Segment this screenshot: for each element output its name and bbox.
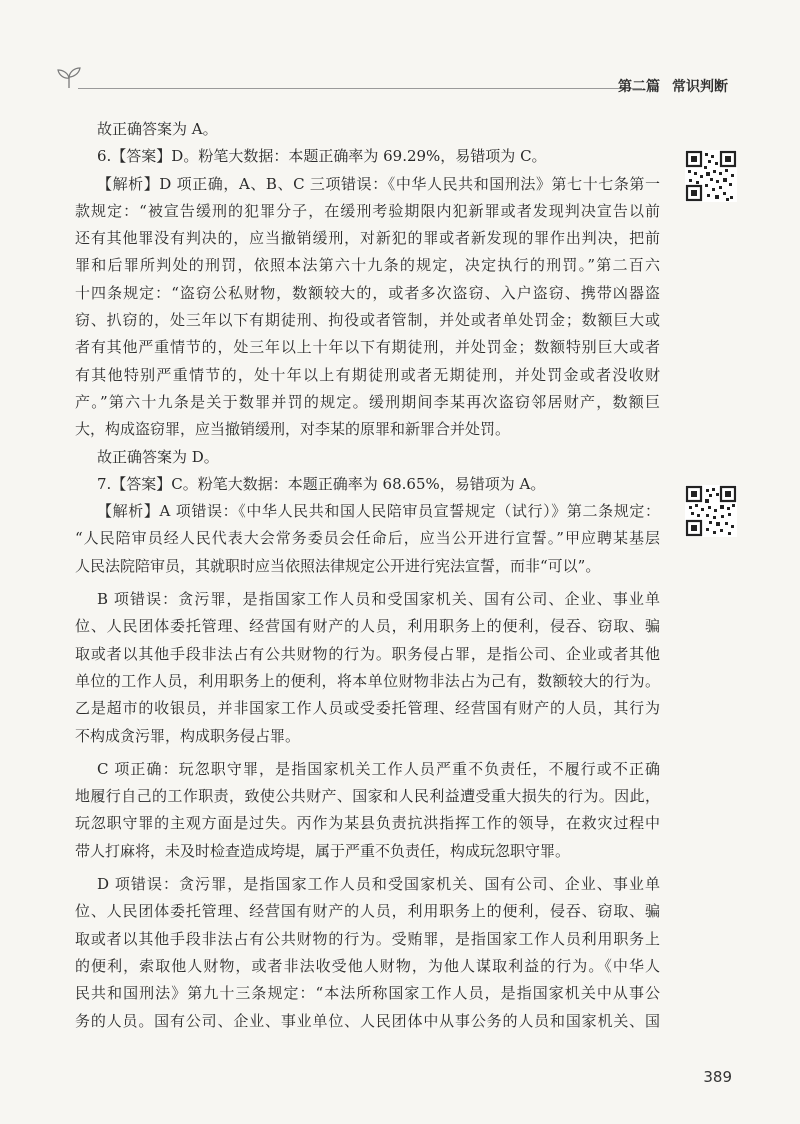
text-line: 民共和国刑法》第九十三条规定：“本法所称国家工作人员，是指国家机关中从事公 [75, 984, 660, 1003]
qr-code-question-7[interactable] [685, 485, 737, 537]
text-line: 产。”第六十九条是关于数罪并罚的规定。缓刑期间李某再次盗窃邻居财产，数额巨 [75, 392, 660, 411]
text-line: 不构成贪污罪，构成职务侵占罪。 [75, 726, 301, 745]
text-line: “人民陪审员经人民代表大会常务委员会任命后，应当公开进行宣誓。”甲应聘某基层 [75, 529, 660, 548]
text-line: 玩忽职守罪的主观方面是过失。丙作为某县负责抗洪指挥工作的领导，在救灾过程中 [75, 814, 660, 833]
answer-line: 7.【答案】C。粉笔大数据：本题正确率为 68.65%，易错项为 A。 [97, 474, 546, 493]
running-header [618, 76, 728, 96]
text-line: 单位的工作人员，利用职务上的便利，将本单位财物非法占为己有，数额较大的行为。 [75, 671, 660, 690]
qr-code-icon [685, 150, 737, 202]
text-line: 故正确答案为 D。 [97, 447, 219, 466]
text-line: 十四条规定：“盗窃公私财物，数额较大的，或者多次盗窃、入户盗窃、携带凶器盗 [75, 283, 660, 302]
text-line: 位、人民团体委托管理、经营国有财产的人员，利用职务上的便利，侵吞、窃取、骗 [75, 617, 660, 636]
header-rule [78, 88, 642, 89]
page-header [0, 0, 800, 110]
text-line: 故正确答案为 A。 [97, 120, 218, 138]
text-line: 窃、扒窃的，处三年以下有期徒刑、拘役或者管制，并处或者单处罚金；数额巨大或 [75, 311, 660, 330]
text-line: 带人打麻将，未及时检查造成垮堤，属于严重不负责任，构成玩忽职守罪。 [75, 841, 571, 860]
text-line: 人民法院陪审员，其就职时应当依照法律规定公开进行宪法宣誓，而非“可以”。 [75, 556, 601, 575]
sprout-icon [56, 64, 82, 90]
text-line: 者有其他严重情节的，处三年以上十年以下有期徒刑，并处罚金；数额特别巨大或者 [75, 338, 660, 357]
text-line: 还有其他罪没有判决的，应当撤销缓刑，对新犯的罪或者新发现的罪作出判决，把前 [75, 229, 660, 248]
text-line: 位、人民团体委托管理、经营国有财产的人员，利用职务上的便利，侵吞、窃取、骗 [75, 902, 660, 921]
text-line: B 项错误：贪污罪，是指国家工作人员和受国家机关、国有公司、企业、事业单 [97, 590, 660, 609]
text-line: C 项正确：玩忽职守罪，是指国家机关工作人员严重不负责任，不履行或不正确 [97, 759, 660, 778]
analysis-line: 【解析】D 项正确，A、B、C 三项错误：《中华人民共和国刑法》第七十七条第一 [97, 174, 660, 193]
page-number: 389 [703, 1068, 732, 1086]
text-line: 务的人员。国有公司、企业、事业单位、人民团体中从事公务的人员和国家机关、国 [75, 1011, 660, 1030]
section-title: 常识判断 [672, 79, 728, 95]
text-line: 乙是超市的收银员，并非国家工作人员或受委托管理、经营国有财产的人员，其行为 [75, 699, 660, 718]
text-line: 地履行自己的工作职责，致使公共财产、国家和人民利益遭受重大损失的行为。因此， [75, 787, 660, 806]
qr-code-question-6[interactable] [685, 150, 737, 202]
analysis-line: 【解析】A 项错误：《中华人民共和国人民陪审员宣誓规定（试行）》第二条规定： [97, 502, 660, 521]
text-line: D 项错误：贪污罪，是指国家工作人员和受国家机关、国有公司、企业、事业单 [97, 875, 660, 894]
text-line: 罪和后罪所判处的刑罚，依照本法第六十九条的规定，决定执行的刑罚。”第二百六 [75, 256, 660, 275]
section-label: 第二篇 [618, 79, 660, 95]
qr-code-icon [685, 485, 737, 537]
text-line: 的便利，索取他人财物，或者非法收受他人财物，为他人谋取利益的行为。《中华人 [75, 956, 660, 975]
answer-line: 6.【答案】D。粉笔大数据：本题正确率为 69.29%，易错项为 C。 [97, 147, 547, 166]
text-line: 款规定：“被宣告缓刑的犯罪分子，在缓刑考验期限内犯新罪或者发现判决宣告以前 [75, 201, 660, 220]
text-line: 取或者以其他手段非法占有公共财物的行为。职务侵占罪，是指公司、企业或者其他 [75, 644, 660, 663]
page-body [75, 116, 660, 1035]
text-line: 大，构成盗窃罪，应当撤销缓刑，对李某的原罪和新罪合并处罚。 [75, 420, 511, 439]
text-line: 有其他特别严重情节的，处十年以上有期徒刑或者无期徒刑，并处罚金或者没收财 [75, 365, 660, 384]
text-line: 取或者以其他手段非法占有公共财物的行为。受贿罪，是指国家工作人员利用职务上 [75, 929, 660, 948]
